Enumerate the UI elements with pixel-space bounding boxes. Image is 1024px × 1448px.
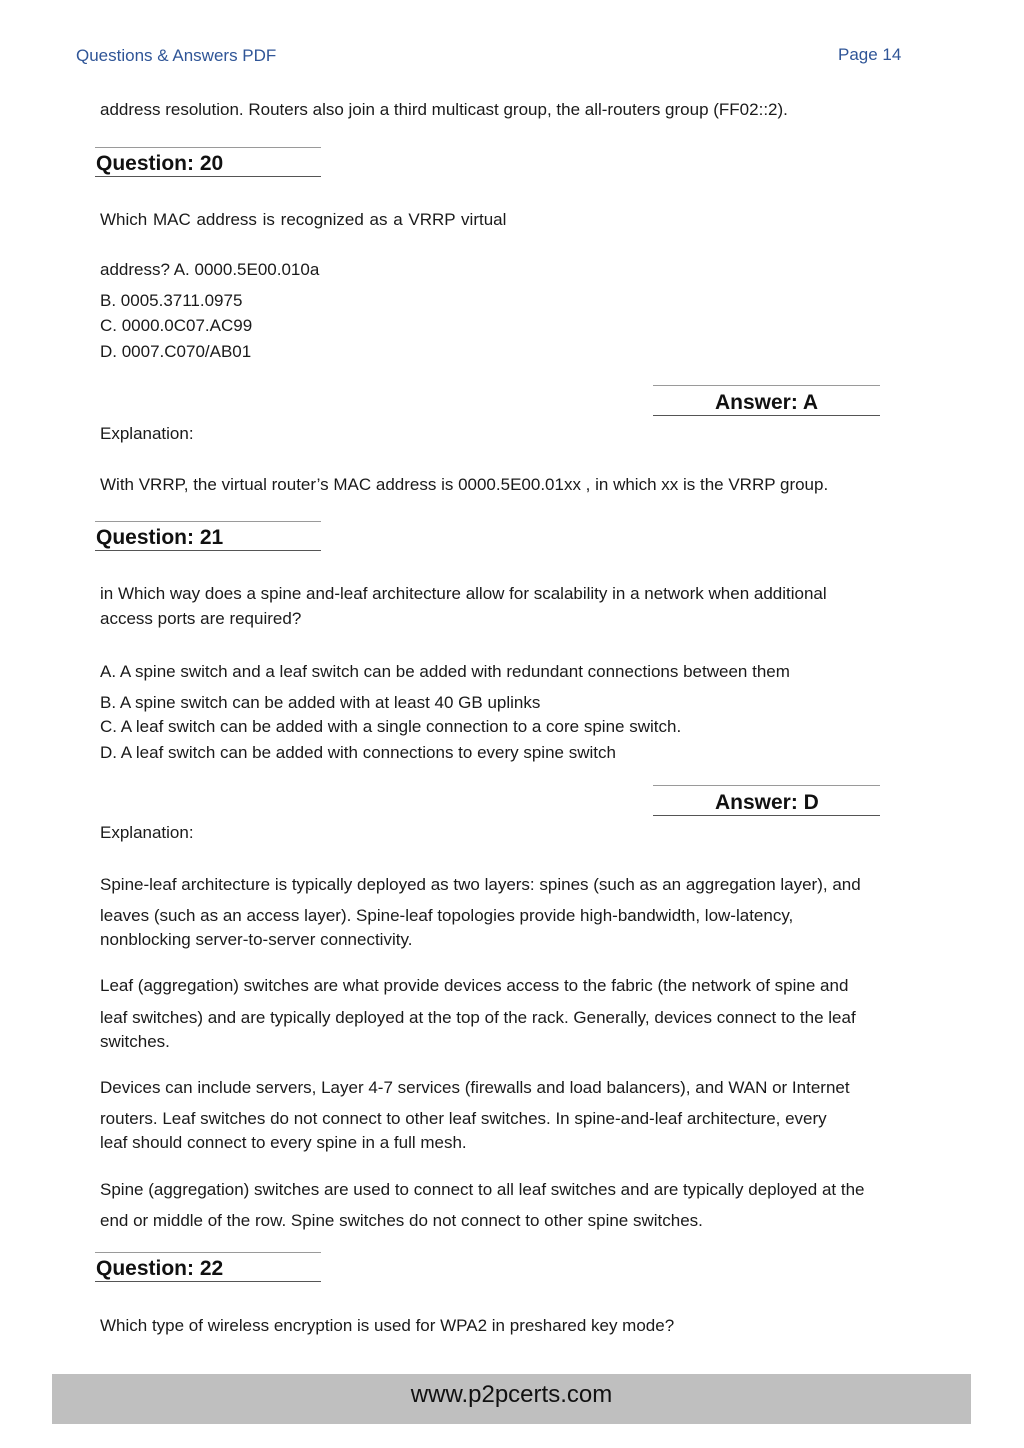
question-20-stem-line-1: Which MAC address is recognized as a VRRP virtual	[100, 210, 507, 229]
page-number: Page 14	[838, 45, 902, 64]
question-20-answer: Answer: A	[715, 391, 819, 414]
document-title: Questions & Answers PDF	[76, 46, 277, 65]
question-20-label: Question: 20	[96, 152, 224, 175]
intro-text: address resolution. Routers also join a third multicast group, the all-routers group (FF02::2).	[100, 100, 788, 119]
explanation-p1-line-2: leaves (such as an access layer). Spine-leaf topologies provide high-bandwidth, low-latency,	[100, 906, 794, 925]
question-20-option-b: B. 0005.3711.0975	[100, 291, 243, 310]
question-20-answer-box	[653, 385, 880, 416]
question-20-explanation-label: Explanation:	[100, 424, 194, 443]
question-21-stem-line-2: access ports are required?	[100, 609, 302, 628]
question-22-label: Question: 22	[96, 1257, 224, 1280]
explanation-p3-line-2: routers. Leaf switches do not connect to other leaf switches. In spine-and-leaf architecture, every	[100, 1109, 827, 1128]
question-22-stem: Which type of wireless encryption is used for WPA2 in preshared key mode?	[100, 1316, 675, 1335]
question-22-heading	[95, 1252, 321, 1282]
footer-bar	[52, 1374, 971, 1424]
question-20-explanation: With VRRP, the virtual router’s MAC address is 0000.5E00.01xx , in which xx is the VRRP group.	[100, 475, 829, 494]
explanation-p2-line-1: Leaf (aggregation) switches are what provide devices access to the fabric (the network of spine and	[100, 976, 849, 995]
explanation-p2-line-3: switches.	[100, 1032, 170, 1051]
footer-url[interactable]: www.p2pcerts.com	[410, 1381, 613, 1408]
explanation-p3-line-1: Devices can include servers, Layer 4-7 services (firewalls and load balancers), and WAN or Internet	[100, 1078, 850, 1097]
question-21-answer: Answer: D	[715, 791, 819, 814]
explanation-p3-line-3: leaf should connect to every spine in a full mesh.	[100, 1133, 467, 1152]
question-21-option-a: A. A spine switch and a leaf switch can be added with redundant connections between them	[100, 662, 790, 681]
question-21-explanation-label: Explanation:	[100, 823, 194, 842]
explanation-p1-line-1: Spine-leaf architecture is typically deployed as two layers: spines (such as an aggregation layer), and	[100, 875, 861, 894]
question-20-stem-line-2: address? A. 0000.5E00.010a	[100, 260, 320, 279]
explanation-p4-line-2: end or middle of the row. Spine switches do not connect to other spine switches.	[100, 1211, 703, 1230]
explanation-p2-line-2: leaf switches) and are typically deployed at the top of the rack. Generally, devices connect to the leaf	[100, 1008, 856, 1027]
question-21-heading	[95, 521, 321, 551]
question-20-option-d: D. 0007.C070/AB01	[100, 342, 252, 361]
question-21-answer-box	[653, 785, 880, 816]
explanation-p1-line-3: nonblocking server-to-server connectivity.	[100, 930, 413, 949]
question-21-stem-line-1: in Which way does a spine and-leaf architecture allow for scalability in a network when additional	[100, 584, 827, 603]
question-21-option-b: B. A spine switch can be added with at least 40 GB uplinks	[100, 693, 541, 712]
question-21-option-c: C. A leaf switch can be added with a single connection to a core spine switch.	[100, 717, 682, 736]
question-21-option-d: D. A leaf switch can be added with connections to every spine switch	[100, 743, 616, 762]
explanation-p4-line-1: Spine (aggregation) switches are used to connect to all leaf switches and are typically deployed at the	[100, 1180, 865, 1199]
question-20-heading	[95, 147, 321, 177]
question-21-label: Question: 21	[96, 526, 224, 549]
question-20-option-c: C. 0000.0C07.AC99	[100, 316, 253, 335]
